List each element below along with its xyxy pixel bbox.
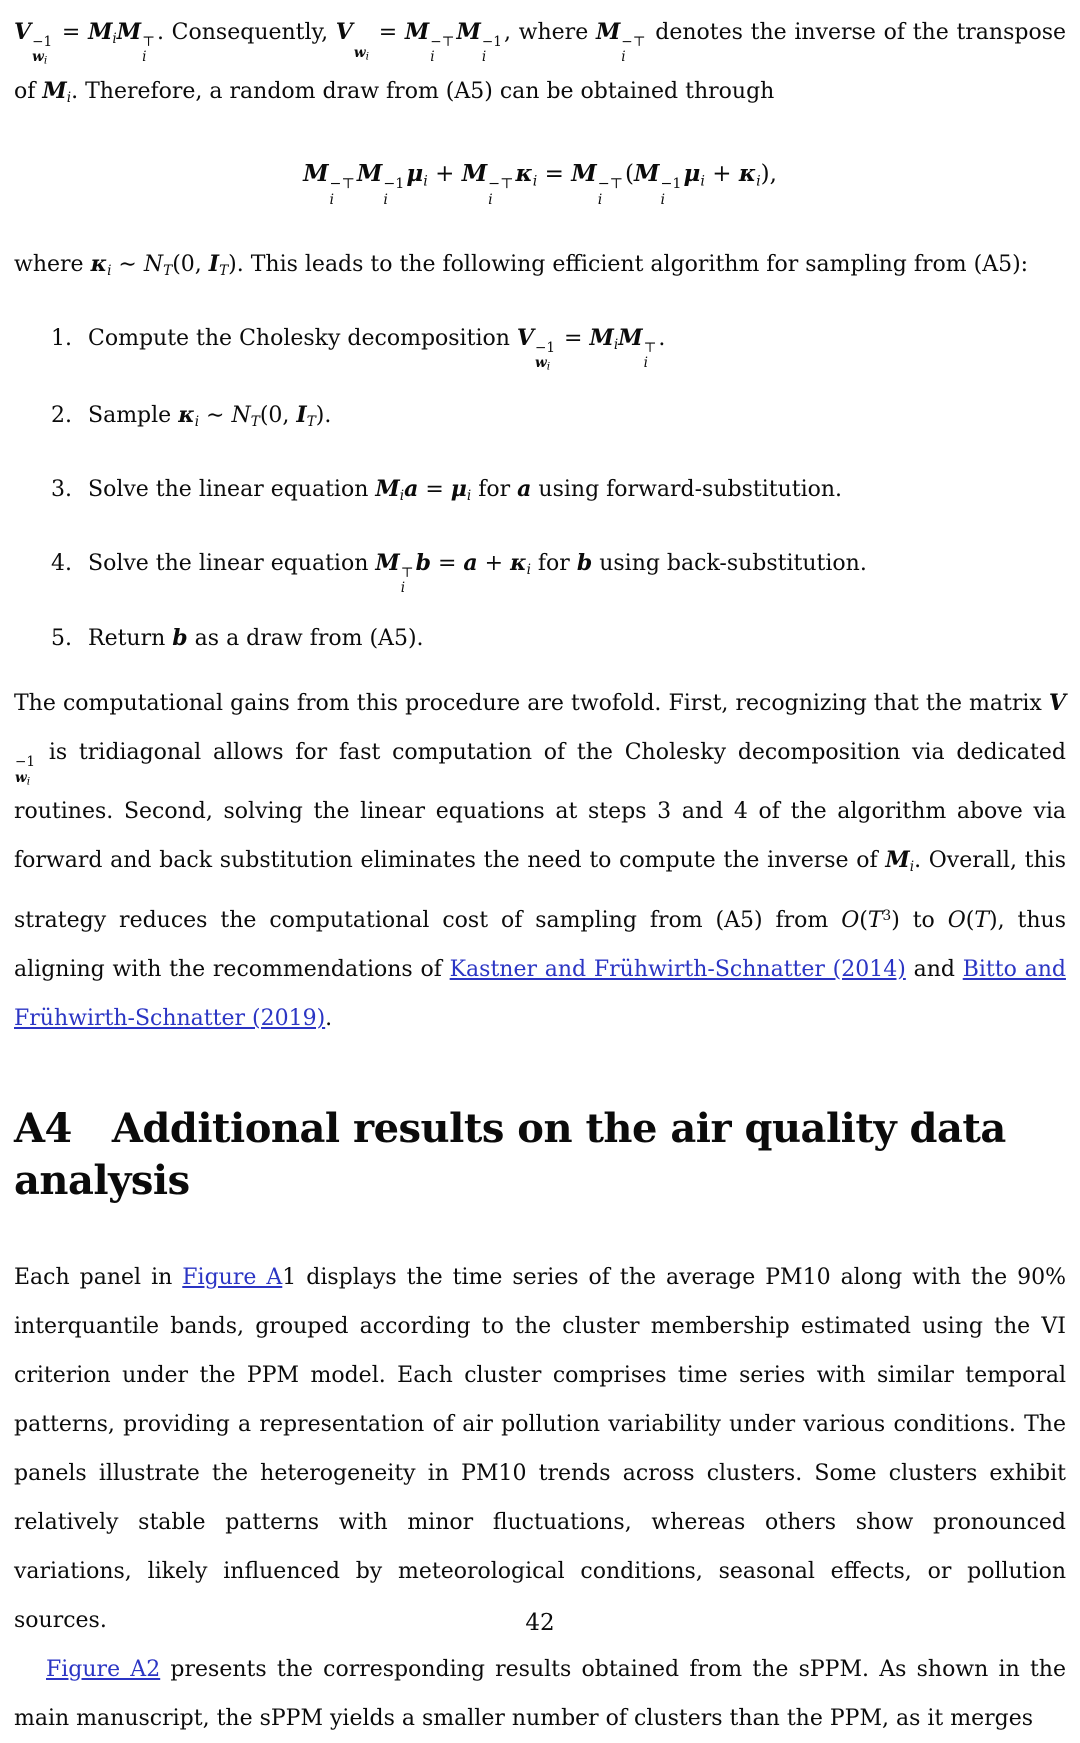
step-number: 2. [51,402,72,428]
figure-a1-paragraph: Each panel in Figure A1 displays the time series of the average PM10 along with the 90% interquantile bands, grouped according to the cluster membership estimated using the VI criterion under the PPM model. Each cluster comprises time series with similar temporal patterns, providing a representation of air pollution variability under various conditions. The panels illustrate the heterogeneity in PM10 trends across clusters. Some clusters exhibit relatively stable patterns with minor fluctuations, whereas others show pronounced variations, likely influenced by meteorological conditions, seasonal effects, or pollution sources. [14,1264,1066,1633]
step-text: Return b as a draw from (A5). [88,625,424,652]
math-scripts: ⊤ i [643,340,657,372]
step-text: Sample $\kappa_i$ ∼ $N_T(0$, $I_T$). [88,401,332,430]
math-scripts: −1 wi [534,340,556,373]
math-scripts: ⊤ i [400,564,414,597]
algorithm-step-5 [14,614,1066,663]
citation-link-kastner-fruhwirth-2014[interactable]: Kastner and Frühwirth-Schnatter (2014) [449,956,906,982]
algorithm-step-4 [14,539,1066,597]
math-scripts: −1 wi [32,34,53,67]
math-scripts: −1 i [383,176,405,209]
step-text: Solve the linear equation $M_ia = \mu_i$ for a using forward-substitution. [88,475,843,504]
section-number: A4 [14,1104,72,1152]
figure-a2-paragraph: Figure A2 presents the corresponding results obtained from the sPPM. As shown in the main manuscript, the sPPM yields a smaller number of clusters than the PPM, as it merges [14,1656,1066,1731]
step-text: Compute the Cholesky decomposition V −1 wi = $M_iM$ ⊤ i . [88,325,666,373]
step-number: 5. [51,626,72,652]
math-scripts: wi [353,45,369,63]
algorithm-step-3 [14,465,1066,521]
section-title: Additional results on the air quality data analysis [14,1104,1006,1204]
math-scripts: −⊤ i [430,34,455,66]
math-scripts: −⊤ i [329,176,355,209]
page-number: 42 [525,1610,555,1636]
math-scripts: −1 wi [15,754,36,788]
math-scripts: −⊤ i [488,176,514,209]
step-number: 4. [51,550,72,576]
citation-link-bitto-fruhwirth-2019[interactable]: Bitto and Frühwirth-Schnatter (2019) [14,956,1066,1031]
step-text: Solve the linear equation M ⊤ i $b = a + \kappa_i$ for b using back-substitution. [88,549,867,597]
math-scripts: ⊤ i [142,34,155,66]
math-scripts: −⊤ i [597,176,624,209]
figure-a2-link[interactable]: Figure A2 [46,1656,161,1682]
step-number: 1. [51,326,72,351]
algorithm-list [14,314,1066,663]
intro-paragraph: V −1 wi = $M_iM$ ⊤ i . Consequently, V wi = M −⊤ i M −1 i , where M −⊤ i denotes the inverse of the transpose of $M_i$. Therefore, a random draw from (A5) can be obtained through [14,19,1067,106]
computational-gains-paragraph: The computational gains from this procedure are twofold. First, recognizing that the matrix V −1 wi is tridiagonal allows for fast computation of the Cholesky decomposition via dedicated routines. Second, solving the linear equations at steps 3 and 4 of the algorithm above via forward and back substitution eliminates the need to compute the inverse of $M_i$. Overall, this strategy reduces the computational cost of sampling from (A5) from $O(T^3)$ to O(T), thus aligning with the recommendations of Kastner and Frühwirth-Schnatter (2014) and Bitto and Frühwirth-Schnatter (2019). [14,690,1067,1031]
math-scripts: −⊤ i [621,34,646,66]
where-paragraph: where $\kappa_i$ ∼ $N_T(0$, $I_T$). This leads to the following efficient algorithm for sampling from (A5): [14,250,1029,279]
algorithm-step-1 [14,314,1066,373]
section-heading [14,1103,1066,1207]
display-equation: M −⊤ i M −1 i $\mu_i + M$ −⊤ i $\kappa_i = M$ −⊤ i (M −1 i $\mu_i + \kappa_i$), [303,159,777,209]
math-scripts: −1 i [660,176,682,209]
step-number: 3. [51,476,72,502]
algorithm-step-2 [14,391,1066,447]
figure-a1-link[interactable]: Figure A [182,1264,283,1290]
math-scripts: −1 i [481,34,502,66]
